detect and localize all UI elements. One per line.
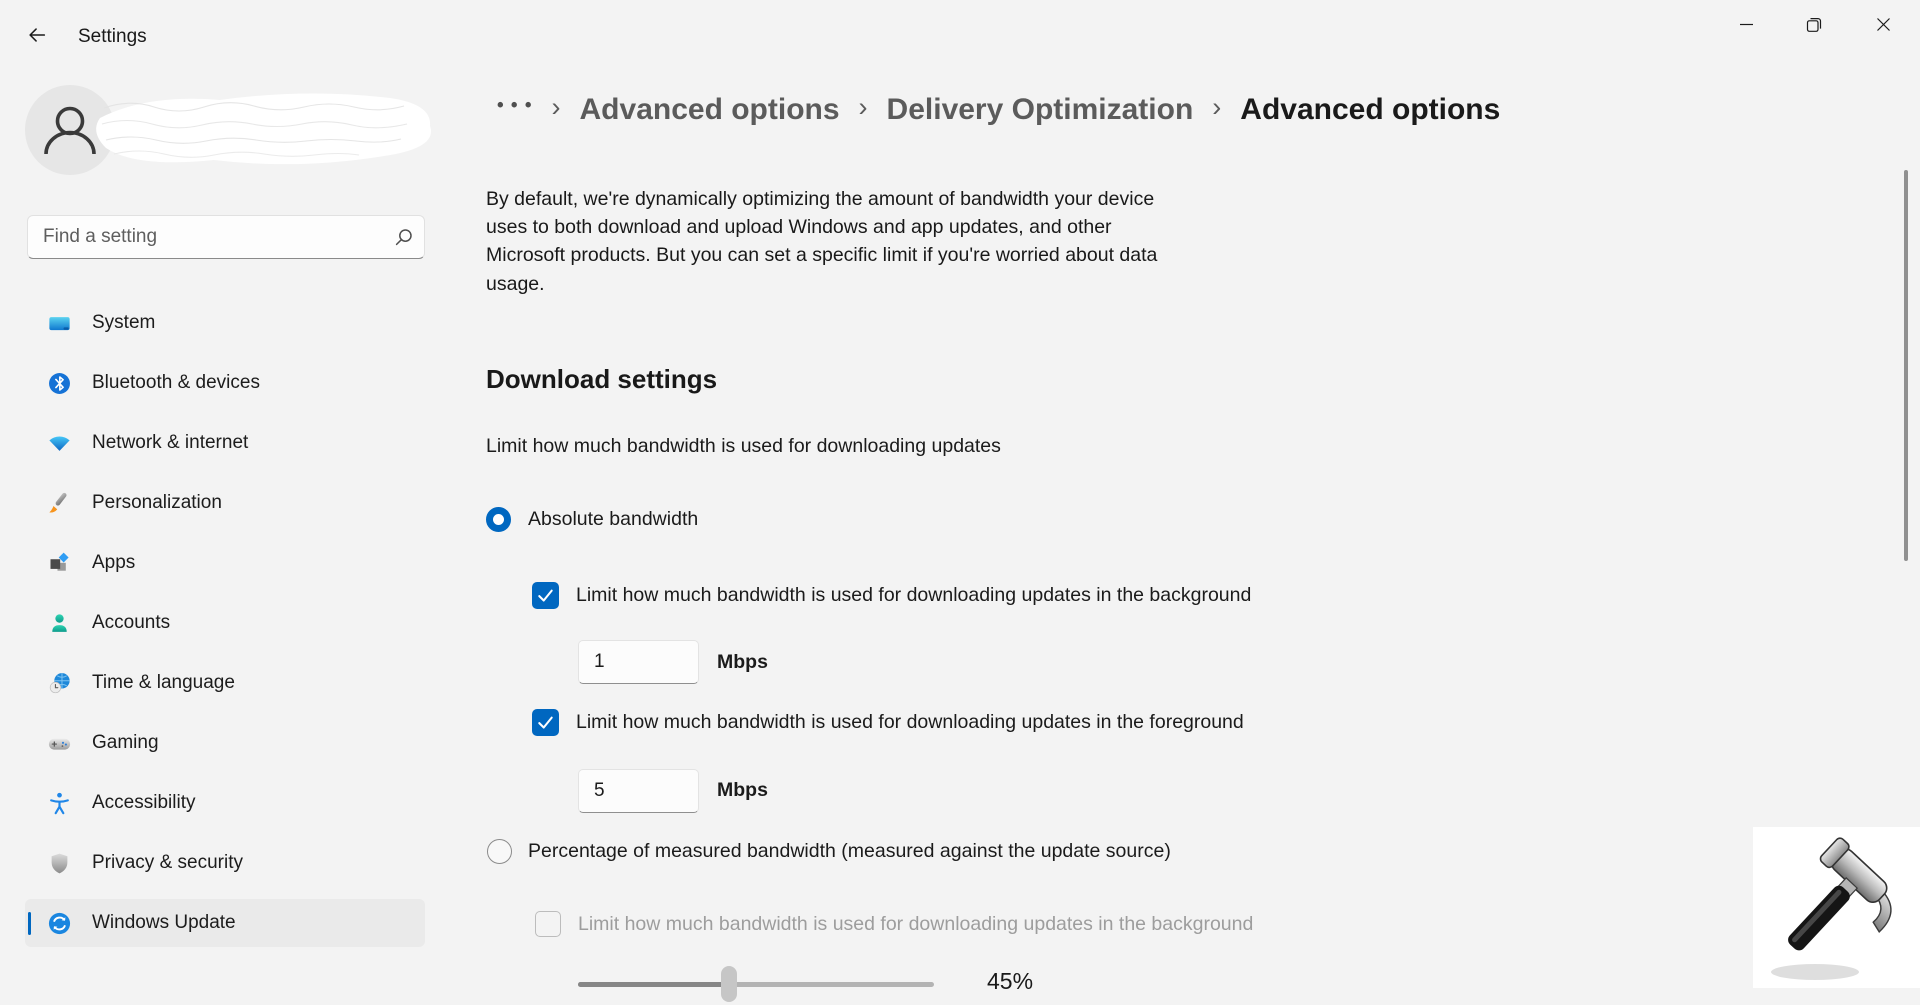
breadcrumb-advanced-options[interactable]: Advanced options: [579, 93, 840, 126]
gaming-icon: [46, 730, 73, 757]
time-language-icon: [46, 670, 73, 697]
intro-paragraph: By default, we're dynamically optimizing the amount of bandwidth your device uses to both download and upload Windows and app updates, and other Microsoft products. But you can set a specific limit if you're worried about data usage.: [486, 188, 1158, 295]
percentage-background-limit-label: Limit how much bandwidth is used for downloading updates in the background: [578, 912, 1254, 935]
sidebar-item-gaming[interactable]: [25, 719, 425, 767]
sidebar-item-windows-update[interactable]: [25, 899, 425, 947]
personalization-icon: [46, 490, 73, 517]
search-box: [27, 215, 425, 259]
background-limit-label: Limit how much bandwidth is used for downloading updates in the background: [576, 584, 1252, 606]
sidebar-item-label: Personalization: [92, 492, 222, 513]
sidebar-item-label: Windows Update: [92, 912, 236, 933]
sidebar-item-label: System: [92, 312, 156, 333]
hammer-image: [1753, 827, 1920, 988]
sidebar-item-accounts[interactable]: [25, 599, 425, 647]
accounts-icon: [46, 610, 73, 637]
privacy-security-shield-icon: [46, 850, 73, 877]
sidebar-item-label: Bluetooth & devices: [92, 372, 260, 393]
percentage-bandwidth-label: Percentage of measured bandwidth (measured against the update source): [528, 839, 1171, 862]
redacted-username-scribble: [92, 86, 440, 170]
back-button[interactable]: [20, 20, 54, 54]
vertical-scrollbar[interactable]: [1904, 170, 1908, 561]
sidebar-item-accessibility[interactable]: [25, 779, 425, 827]
minimize-icon: [1739, 17, 1754, 37]
percentage-background-limit-checkbox[interactable]: [535, 911, 561, 937]
breadcrumb: [497, 84, 1500, 136]
breadcrumb-delivery-optimization[interactable]: Delivery Optimization: [886, 93, 1194, 126]
sidebar-item-label: Gaming: [92, 732, 159, 753]
breadcrumb-overflow-button[interactable]: • • •: [497, 95, 533, 116]
sidebar-item-bluetooth-devices[interactable]: [25, 359, 425, 407]
sidebar-item-label: Time & language: [92, 672, 235, 693]
breadcrumb-current-page: Advanced options: [1240, 93, 1501, 126]
app-title: Settings: [78, 26, 147, 47]
sidebar-item-label: Network & internet: [92, 432, 249, 453]
network-icon: [46, 430, 73, 457]
sidebar-item-label: Apps: [92, 552, 136, 573]
sidebar-item-label: Privacy & security: [92, 852, 243, 873]
bluetooth-icon: [46, 370, 73, 397]
search-input[interactable]: [27, 215, 425, 259]
foreground-mbps-input[interactable]: [578, 769, 699, 813]
bandwidth-slider-value: 45%: [987, 968, 1034, 994]
sidebar-item-label: Accounts: [92, 612, 171, 633]
sidebar-item-apps[interactable]: [25, 539, 425, 587]
chevron-right-icon: ›: [1212, 91, 1222, 122]
absolute-bandwidth-label: Absolute bandwidth: [528, 507, 699, 530]
apps-icon: [46, 550, 73, 577]
percentage-bandwidth-radio[interactable]: [487, 839, 512, 864]
windows-update-icon: [46, 910, 73, 937]
background-limit-checkbox[interactable]: [532, 582, 559, 609]
checkmark-icon: [534, 584, 557, 607]
bandwidth-slider-fill: [578, 982, 729, 987]
restore-button[interactable]: [1784, 6, 1844, 48]
close-button[interactable]: [1853, 6, 1913, 48]
bandwidth-slider[interactable]: [578, 982, 934, 987]
chevron-right-icon: ›: [551, 91, 561, 122]
sidebar-nav: [25, 299, 425, 959]
foreground-mbps-unit: Mbps: [717, 779, 768, 801]
checkmark-icon: [534, 711, 557, 734]
system-icon: [46, 310, 73, 337]
foreground-limit-checkbox[interactable]: [532, 709, 559, 736]
foreground-limit-label: Limit how much bandwidth is used for downloading updates in the foreground: [576, 711, 1244, 733]
minimize-button[interactable]: [1716, 6, 1776, 48]
sidebar-item-network-internet[interactable]: [25, 419, 425, 467]
sidebar-item-privacy-security[interactable]: [25, 839, 425, 887]
restore-icon: [1806, 17, 1822, 38]
section-title: Download settings: [486, 364, 718, 394]
sidebar-item-time-language[interactable]: [25, 659, 425, 707]
accessibility-icon: [46, 790, 73, 817]
sidebar-item-system[interactable]: [25, 299, 425, 347]
background-mbps-unit: Mbps: [717, 650, 768, 673]
absolute-bandwidth-radio[interactable]: [486, 507, 511, 532]
sidebar-item-label: Accessibility: [92, 792, 196, 813]
download-limit-subtitle: Limit how much bandwidth is used for downloading updates: [486, 435, 1001, 457]
bandwidth-slider-handle[interactable]: [721, 966, 737, 1002]
close-icon: [1876, 17, 1891, 37]
search-icon[interactable]: [394, 227, 414, 247]
sidebar-item-personalization[interactable]: [25, 479, 425, 527]
chevron-right-icon: ›: [858, 91, 868, 122]
background-mbps-input[interactable]: [578, 640, 699, 684]
back-arrow-icon: [26, 24, 48, 51]
